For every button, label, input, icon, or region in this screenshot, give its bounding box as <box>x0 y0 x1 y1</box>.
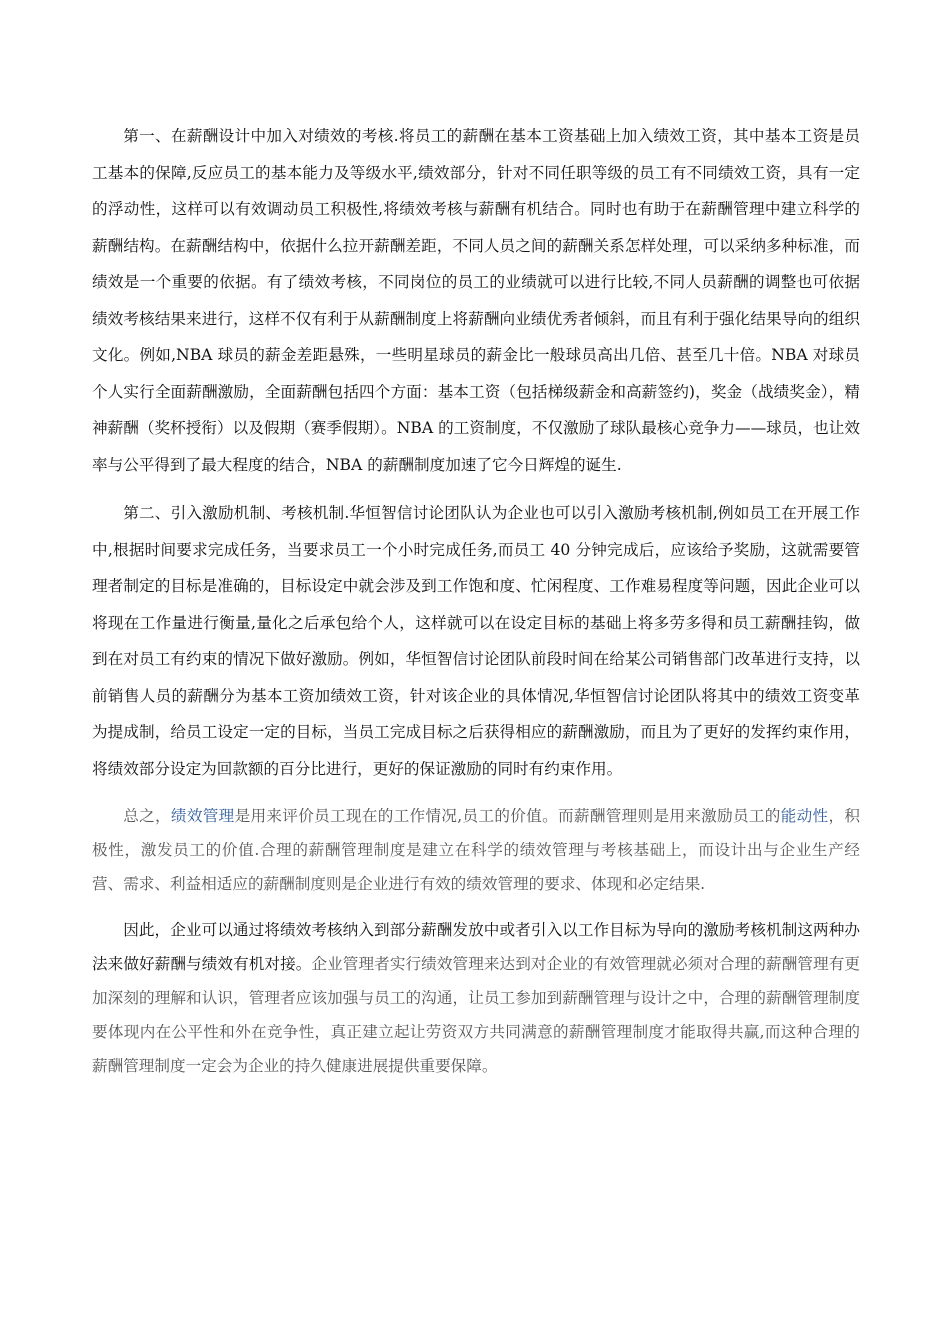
paragraph-4 <box>92 913 860 1083</box>
performance-management-link[interactable]: 绩效管理 <box>170 807 235 825</box>
paragraph-4-text-b: 企业管理者实行绩效管理来达到对企业的有效管理就必须对合理的薪酬管理有更加深刻的理解和认识，管理者应该加强与员工的沟通，让员工参加到薪酬管理与设计之中，合理的薪酬管理制度要体现内在公平性和外在竞争性，真正建立起让劳资双方共同满意的薪酬管理制度才能取得共赢,而这种合理的薪酬管理制度一定会为企业的持久健康进展提供重要保障。 <box>92 955 860 1075</box>
paragraph-3 <box>92 799 860 901</box>
initiative-link[interactable]: 能动性 <box>780 807 829 825</box>
paragraph-4-text-a: 因此，企业可以通过将绩效考核纳入到部分薪酬发放中或者引入以工作目标为导向的激励考核机制这两种办法来做好薪酬与绩效有机对接。 <box>92 921 860 973</box>
paragraph-3-text-a: 总之， <box>123 807 171 825</box>
paragraph-3-text-b: 是用来评价员工现在的工作情况,员工的价值。而薪酬管理则是用来激励员工的 <box>234 807 781 825</box>
paragraph-1: 第一、在薪酬设计中加入对绩效的考核.将员工的薪酬在基本工资基础上加入绩效工资，其中基本工资是员工基本的保障,反应员工的基本能力及等级水平,绩效部分，针对不同任职等级的员工有不同绩效工资，具有一定的浮动性，这样可以有效调动员工积极性,将绩效考核与薪酬有机结合。同时也有助于在薪酬管理中建立科学的薪酬结构。在薪酬结构中，依据什么拉开薪酬差距，不同人员之间的薪酬关系怎样处理，可以采纳多种标准，而绩效是一个重要的依据。有了绩效考核，不同岗位的员工的业绩就可以进行比较,不同人员薪酬的调整也可依据绩效考核结果来进行，这样不仅有利于从薪酬制度上将薪酬向业绩优秀者倾斜，而且有利于强化结果导向的组织文化。例如,NBA 球员的薪金差距悬殊，一些明星球员的薪金比一般球员高出几倍、甚至几十倍。NBA 对球员个人实行全面薪酬激励，全面薪酬包括四个方面：基本工资（包括梯级薪金和高薪签约)，奖金（战绩奖金），精神薪酬（奖杯授衔）以及假期（赛季假期）。NBA 的工资制度，不仅激励了球队最核心竞争力——球员，也让效率与公平得到了最大程度的结合，NBA 的薪酬制度加速了它今日辉煌的诞生. <box>92 127 860 474</box>
paragraph-2: 第二、引入激励机制、考核机制.华恒智信讨论团队认为企业也可以引入激励考核机制,例如员工在开展工作中,根据时间要求完成任务，当要求员工一个小时完成任务,而员工 40 分钟完成后，应该给予奖励，这就需要管理者制定的目标是准确的，目标设定中就会涉及到工作饱和度、忙闲程度、工作难易程度等问题，因此企业可以将现在工作量进行衡量,量化之后承包给个人，这样就可以在设定目标的基础上将多劳多得和员工薪酬挂钩，做到在对员工有约束的情况下做好激励。例如，华恒智信讨论团队前段时间在给某公司销售部门改革进行支持，以前销售人员的薪酬分为基本工资加绩效工资，针对该企业的具体情况,华恒智信讨论团队将其中的绩效工资变革为提成制，给员工设定一定的目标，当员工完成目标之后获得相应的薪酬激励，而且为了更好的发挥约束作用，将绩效部分设定为回款额的百分比进行，更好的保证激励的同时有约束作用。 <box>92 504 860 778</box>
paragraph-3-text-c: ，积极性，激发员工的价值.合理的薪酬管理制度是建立在科学的绩效管理与考核基础上，而设计出与企业生产经营、需求、利益相适应的薪酬制度则是企业进行有效的绩效管理的要求、体现和必定结果. <box>92 807 860 893</box>
document-body <box>92 118 860 1083</box>
